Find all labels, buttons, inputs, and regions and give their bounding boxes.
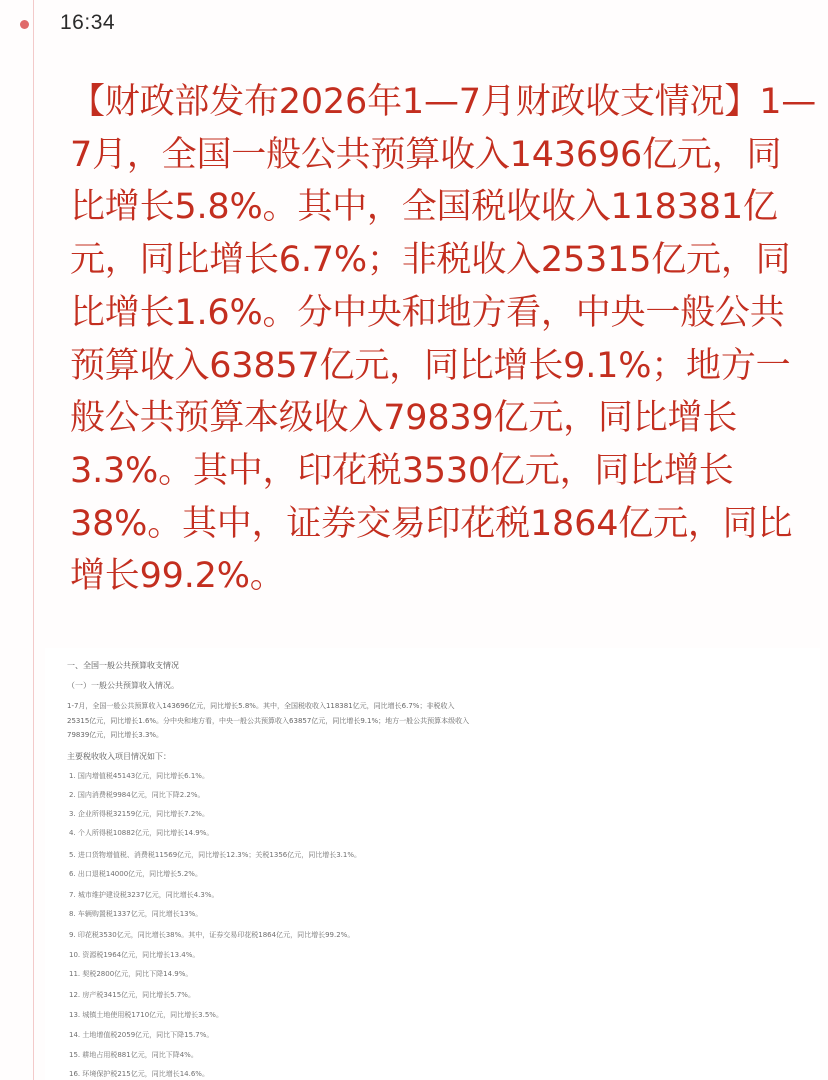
- list-item: 14. 土地增值税2059亿元，同比下降15.7%。: [69, 1031, 214, 1039]
- status-time: 16:34: [60, 11, 116, 34]
- list-item: 5. 进口货物增值税、消费税11569亿元，同比增长12.3%；关税1356亿元，同比增长3.1%。: [69, 851, 362, 859]
- list-item: 15. 耕地占用税881亿元，同比下降4%。: [69, 1051, 198, 1059]
- document-item-list: [45, 648, 820, 1080]
- document-paragraph: 1-7月，全国一般公共预算收入143696亿元，同比增长5.8%。其中，全国税收收入118381亿元，同比增长6.7%；非税收入 25315亿元，同比增长1.6%。分中央和地方看，中央一般公共预算收入63857亿元，同比增长9.1%；地方一般公共预算本级收入 79839亿元，同比增长3.3%。: [67, 702, 470, 739]
- document-title: 一、全国一般公共预算收支情况: [67, 661, 179, 670]
- document-list-header: 主要税收收入项目情况如下：: [67, 752, 171, 761]
- list-item: 13. 城镇土地使用税1710亿元，同比增长3.5%。: [69, 1011, 223, 1019]
- list-item: 12. 房产税3415亿元，同比增长5.7%。: [69, 991, 195, 999]
- document-screenshot[interactable]: [45, 648, 820, 1080]
- list-item: 9. 印花税3530亿元，同比增长38%。其中，证券交易印花税1864亿元，同比增长99.2%。: [69, 931, 355, 939]
- list-item: 8. 车辆购置税1337亿元，同比增长13%。: [69, 910, 203, 918]
- list-item: 4. 个人所得税10882亿元，同比增长14.9%。: [69, 829, 214, 837]
- status-dot-icon: [20, 20, 29, 29]
- list-item: 11. 契税2800亿元，同比下降14.9%。: [69, 970, 193, 978]
- list-item: 2. 国内消费税9984亿元，同比下降2.2%。: [69, 791, 205, 799]
- list-item: 1. 国内增值税45143亿元，同比增长6.1%。: [69, 772, 209, 780]
- margin-line: [33, 0, 34, 1080]
- list-item: 3. 企业所得税32159亿元，同比增长7.2%。: [69, 810, 209, 818]
- post-text: 【财政部发布2026年1—7月财政收支情况】1— 7月，全国一般公共预算收入143696亿元，同 比增长5.8%。其中，全国税收收入118381亿 元，同比增长6.7%；非税收入25315亿元，同 比增长1.6%。分中央和地方看，中央一般公共 预算收入63857亿元，同比增长9.1%；地方一 般公共预算本级收入79839亿元，同比增长 3.3%。其中，印花税3530亿元，同比增长 38%。其中，证券交易印花税1864亿元，同比 增长99.2%。: [70, 82, 817, 597]
- list-item: 6. 出口退税14000亿元，同比增长5.2%。: [69, 870, 202, 878]
- list-item: 16. 环境保护税215亿元，同比增长14.6%。: [69, 1070, 209, 1078]
- list-item: 10. 资源税1964亿元，同比增长13.4%。: [69, 951, 200, 959]
- document-subtitle: （一）一般公共预算收入情况。: [67, 681, 179, 690]
- list-item: 7. 城市维护建设税3237亿元，同比增长4.3%。: [69, 891, 219, 899]
